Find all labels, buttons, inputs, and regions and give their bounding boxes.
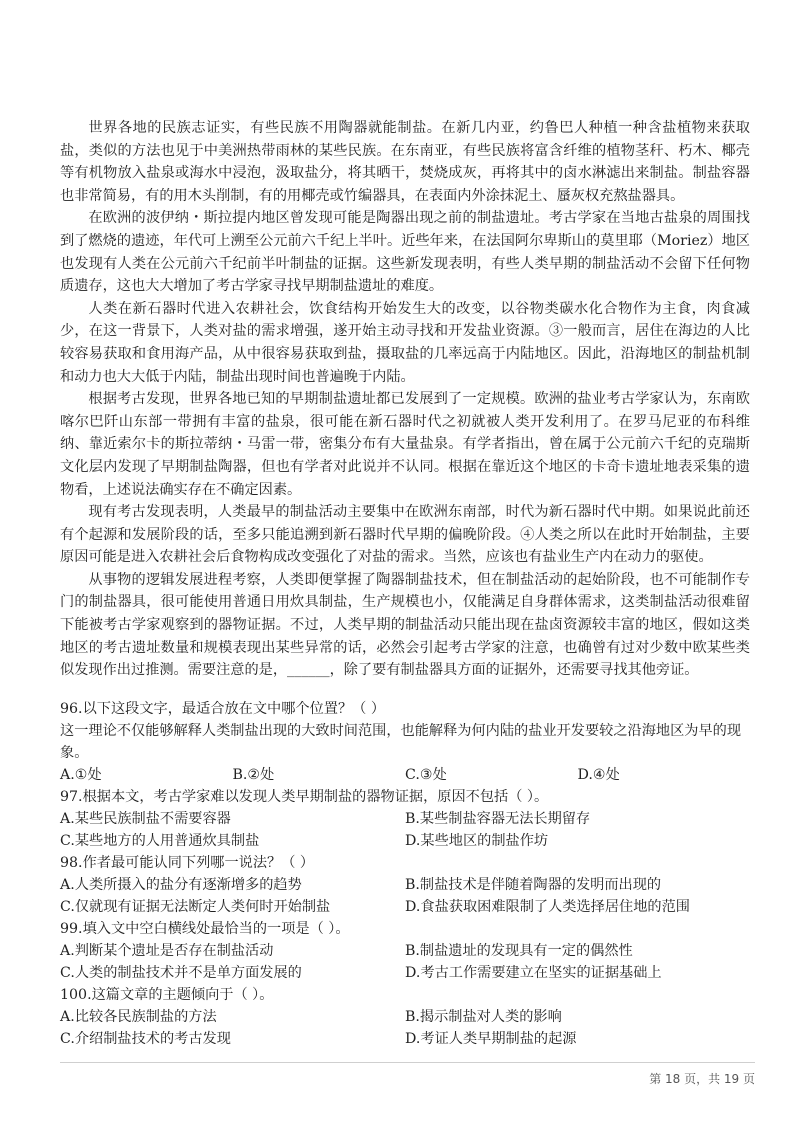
options — [60, 1006, 750, 1050]
option-b[interactable]: B.②处 — [232, 766, 275, 783]
question-96 — [60, 698, 750, 786]
option-b[interactable]: B.揭示制盐对人类的影响 — [405, 1008, 562, 1025]
paragraph-2: 在欧洲的波伊纳・斯拉提内地区曾发现可能是陶器出现之前的制盐遗址。考古学家在当地古盐泉的周围找到了燃烧的遗迹，年代可上溯至公元前六千纪上半叶。近些年来，在法国阿尔卑斯山的莫里耶（Moriez）地区也发现有人类在公元前六千纪前半叶制盐的证据。这些新发现表明，有些人类早期的制盐活动不会留下任何物质遗存，这也大大增加了考古学家寻找早期制盐遗址的难度。 — [60, 210, 750, 295]
option-d[interactable]: D.考古工作需要建立在坚实的证据基础上 — [405, 964, 662, 981]
option-d[interactable]: D.考证人类早期制盐的起源 — [405, 1030, 577, 1047]
passage — [60, 117, 750, 682]
option-b[interactable]: B.某些制盐容器无法长期留存 — [405, 810, 591, 827]
option-c[interactable]: C.某些地方的人用普通炊具制盐 — [60, 832, 260, 849]
option-c[interactable]: C.人类的制盐技术并不是单方面发展的 — [60, 964, 302, 981]
option-d[interactable]: D.某些地区的制盐作坊 — [405, 832, 549, 849]
option-a[interactable]: A.比较各民族制盐的方法 — [60, 1008, 217, 1025]
option-d[interactable]: D.食盐获取困难限制了人类选择居住地的范围 — [405, 898, 690, 915]
option-a[interactable]: A.某些民族制盐不需要容器 — [60, 810, 231, 827]
question-99 — [60, 918, 750, 984]
options — [60, 808, 750, 852]
paragraph-3: 人类在新石器时代进入农耕社会，饮食结构开始发生大的改变，以谷物类碳水化合物作为主食，肉食减少，在这一背景下，人类对盐的需求增强，遂开始主动寻找和开发盐业资源。③一般而言，居住在海边的人比较容易获取和食用海产品，从中很容易获取到盐，摄取盐的几率远高于内陆地区。因此，沿海地区的制盐机制和动力也大大低于内陆，制盐出现时间也普遍晚于内陆。 — [60, 300, 750, 385]
options — [60, 874, 750, 918]
question-100 — [60, 984, 750, 1050]
question-quote: 这一理论不仅能够解释人类制盐出现的大致时间范围，也能解释为何内陆的盐业开发要较之沿海地区为早的现象。 — [60, 722, 742, 761]
options — [60, 940, 750, 984]
question-stem: 99.填入文中空白横线处最恰当的一项是（ ）。 — [60, 920, 350, 937]
options — [60, 764, 750, 786]
option-c[interactable]: C.③处 — [405, 766, 447, 783]
question-stem: 96.以下这段文字，最适合放在文中哪个位置？（ ） — [60, 700, 386, 717]
option-c[interactable]: C.介绍制盐技术的考古发现 — [60, 1030, 231, 1047]
document-content — [60, 117, 750, 1050]
footer-divider — [60, 1062, 755, 1063]
paragraph-5: 现有考古发现表明，人类最早的制盐活动主要集中在欧洲东南部，时代为新石器时代中期。如果说此前还有个起源和发展阶段的话，至多只能追溯到新石器时代早期的偏晚阶段。④人类之所以在此时开始制盐，主要原因可能是进入农耕社会后食物构成改变强化了对盐的需求。当然，应该也有盐业生产内在动力的驱使。 — [60, 504, 750, 566]
option-b[interactable]: B.制盐技术是伴随着陶器的发明而出现的 — [405, 876, 662, 893]
option-c[interactable]: C.仅就现有证据无法断定人类何时开始制盐 — [60, 898, 331, 915]
option-d[interactable]: D.④处 — [577, 766, 620, 783]
questions-section — [60, 698, 750, 1050]
question-stem: 100.这篇文章的主题倾向于（ ）。 — [60, 986, 274, 1003]
question-stem: 97.根据本文，考古学家难以发现人类早期制盐的器物证据，原因不包括（ ）。 — [60, 788, 549, 805]
question-stem: 98.作者最可能认同下列哪一说法？（ ） — [60, 854, 315, 871]
option-a[interactable]: A.判断某个遗址是否存在制盐活动 — [60, 942, 274, 959]
option-b[interactable]: B.制盐遗址的发现具有一定的偶然性 — [405, 942, 633, 959]
option-a[interactable]: A.①处 — [60, 766, 102, 783]
question-98 — [60, 852, 750, 918]
paragraph-4: 根据考古发现，世界各地已知的早期制盐遗址都已发展到了一定规模。欧洲的盐业考古学家认为，东南欧喀尔巴阡山东部一带拥有丰富的盐泉，很可能在新石器时代之初就被人类开发利用了。在罗马尼亚的布科维纳、靠近索尔卡的斯拉蒂纳・马雷一带，密集分布有大量盐泉。有学者指出，曾在属于公元前六千纪的克瑞斯文化层内发现了早期制盐陶器，但也有学者对此说并不认同。根据在靠近这个地区的卡奇卡遗址地表采集的遗物看，上述说法确实存在不确定因素。 — [60, 391, 750, 498]
page-number: 第 18 页，共 19 页 — [649, 1072, 755, 1086]
paragraph-6: 从事物的逻辑发展进程考察，人类即便掌握了陶器制盐技术，但在制盐活动的起始阶段，也不可能制作专门的制盐器具，很可能使用普通日用炊具制盐，生产规模也小，仅能满足自身群体需求，这类制盐活动很难留下能被考古学家观察到的器物证据。不过，人类早期的制盐活动只能出现在盐卤资源较丰富的地区，假如这类地区的考古遗址数量和规模表现出某些异常的话，必然会引起考古学家的注意，也确曾有过对少数中欧某些类似发现作出过推测。需要注意的是，______，除了要有制盐器具方面的证据外，还需要寻找其他旁证。 — [60, 571, 750, 679]
option-a[interactable]: A.人类所摄入的盐分有逐渐增多的趋势 — [60, 876, 302, 893]
question-97 — [60, 786, 750, 852]
paragraph-1: 世界各地的民族志证实，有些民族不用陶器就能制盐。在新几内亚，约鲁巴人种植一种含盐植物来获取盐，类似的方法也见于中美洲热带雨林的某些民族。在东南亚，有些民族将富含纤维的植物茎秆、朽木、椰壳等有机物放入盐泉或海水中浸泡，汲取盐分，将其晒干，焚烧成灰，再将其中的卤水淋滤出来制盐。制盐容器也非常简易，有的用木头削制，有的用椰壳或竹编器具，在表面内外涂抹泥土、蜃灰权充熬盐器具。 — [60, 120, 750, 204]
